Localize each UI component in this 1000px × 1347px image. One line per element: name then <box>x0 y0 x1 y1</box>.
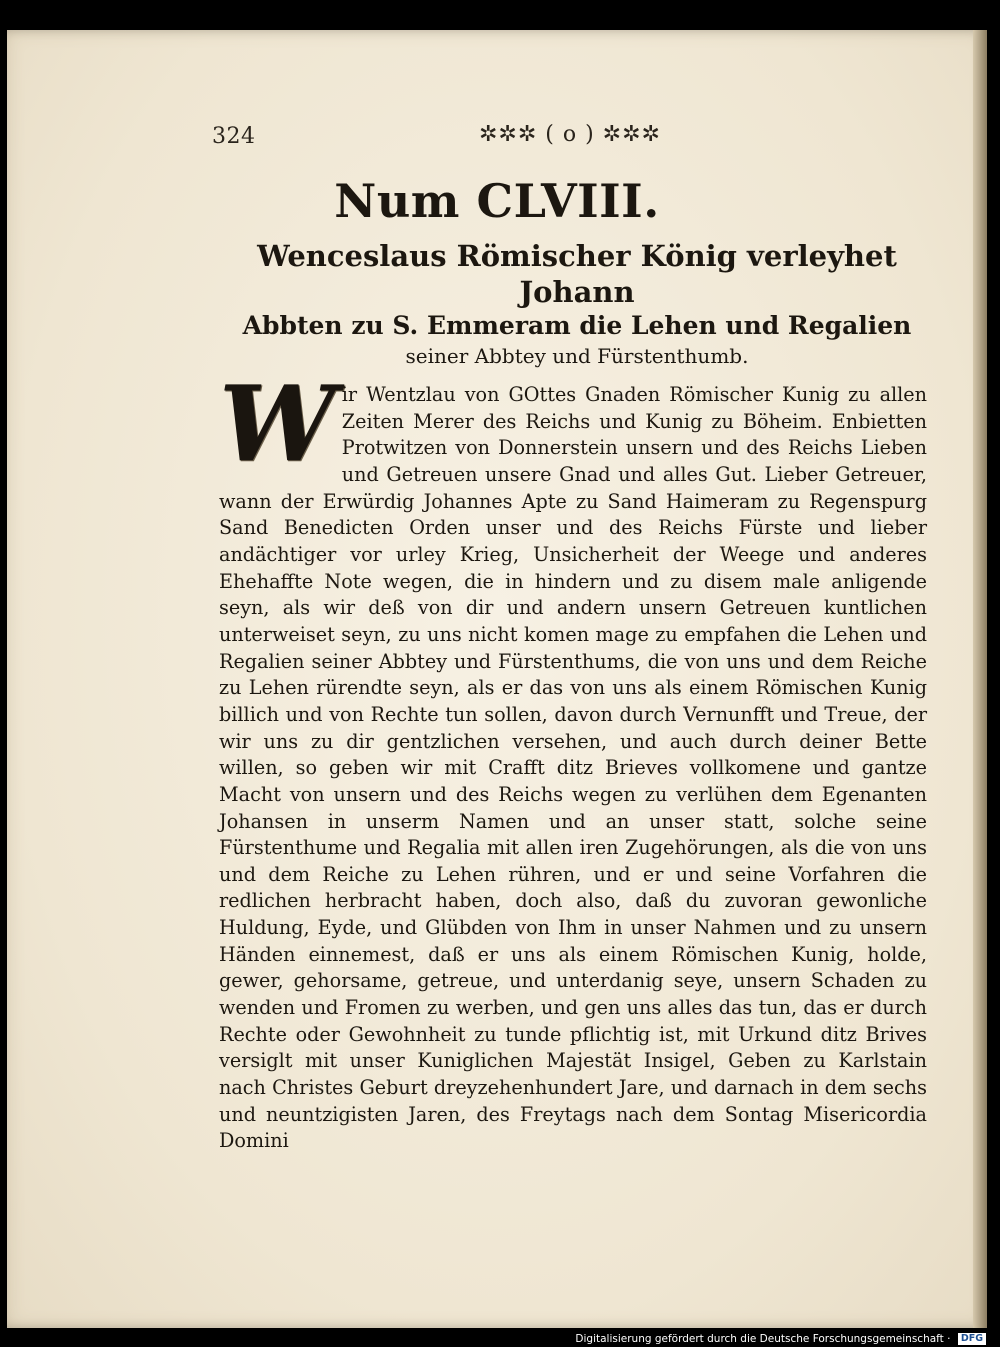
book-page <box>7 30 987 1328</box>
header-ornament: ✲✲✲ ( o ) ✲✲✲ <box>479 122 661 147</box>
page-number: 324 <box>212 124 256 149</box>
document-subtitle <box>217 238 937 370</box>
drop-cap-initial: W <box>219 362 336 485</box>
document-title: Num CLVIII. <box>334 174 660 228</box>
digitization-credit <box>575 1332 986 1346</box>
subtitle-line-3: seiner Abbtey und Fürstenthumb. <box>405 344 749 368</box>
subtitle-line-2: Abbten zu S. Emmeram die Lehen und Regalien <box>242 311 912 340</box>
running-header <box>7 122 987 156</box>
body-paragraph: ir Wentzlau von GOttes Gnaden Römischer Kunig zu allen Zeiten Merer des Reichs und Kunig zu Böheim. Enbietten Protwitzen von Donnerstein unsern und des Reichs Lieben und Getreuen unsere Gnad und alles Gut. Lieber Getreuer, wann der Erwürdig Johannes Apte zu Sand Haimeram zu Regenspurg Sand Benedicten Orden unser und des Reichs Fürste und lieber andächtiger vor urley Krieg, Unsicherheit der Weege und anderes Ehehaffte Note wegen, die in hindern und zu disem male anligende seyn, als wir deß von dir und andern unsern Getreuen kuntlichen unterweiset seyn, zu uns nicht komen mage zu empfahen die Lehen und Regalien seiner Abbtey und Fürstenthums, die von uns und dem Reiche zu Lehen rürendte seyn, als er das von uns als einem Römischen Kunig billich und von Rechte tun sollen, davon durch Vernunfft und Treue, der wir uns zu dir gentzlichen versehen, und auch durch deiner Bette willen, so geben wir mit Crafft ditz Brieves vollkomene und gantze Macht von unsern und des Reichs wegen zu verlühen dem Egenanten Johansen in unserm Namen und an unser statt, solche seine Fürstenthume und Regalia mit allen iren Zugehörungen, als die von uns und dem Reiche zu Lehen rühren, und er und seine Vorfahren die redlichen herbracht haben, doch also, daß du zuvoran gewonliche Huldung, Eyde, und Glübden von Ihm in unser Nahmen und zu unsern Händen einnemest, daß er uns als einem Römischen Kunig, holde, gewer, gehorsame, getreue, und unterdanig seye, unsern Schaden zu wenden und Fromen zu werben, und gen uns alles das tun, das er durch Rechte oder Gewohnheit zu tunde pflichtig ist, mit Urkund ditz Brives versiglt mit unser Kuniglichen Majestät Insigel, Geben zu Karlstain nach Christes Geburt dreyzehenhundert Jare, und darnach in dem sechs und neuntzigisten Jaren, des Freytags nach dem Sontag Misericordia Domini <box>219 383 927 1153</box>
credit-text: Digitalisierung gefördert durch die Deutsche Forschungsgemeinschaft · <box>575 1333 951 1345</box>
dfg-logo: DFG <box>958 1333 986 1345</box>
subtitle-line-1: Wenceslaus Römischer König verleyhet Johann <box>257 239 897 309</box>
document-body <box>219 362 927 1155</box>
